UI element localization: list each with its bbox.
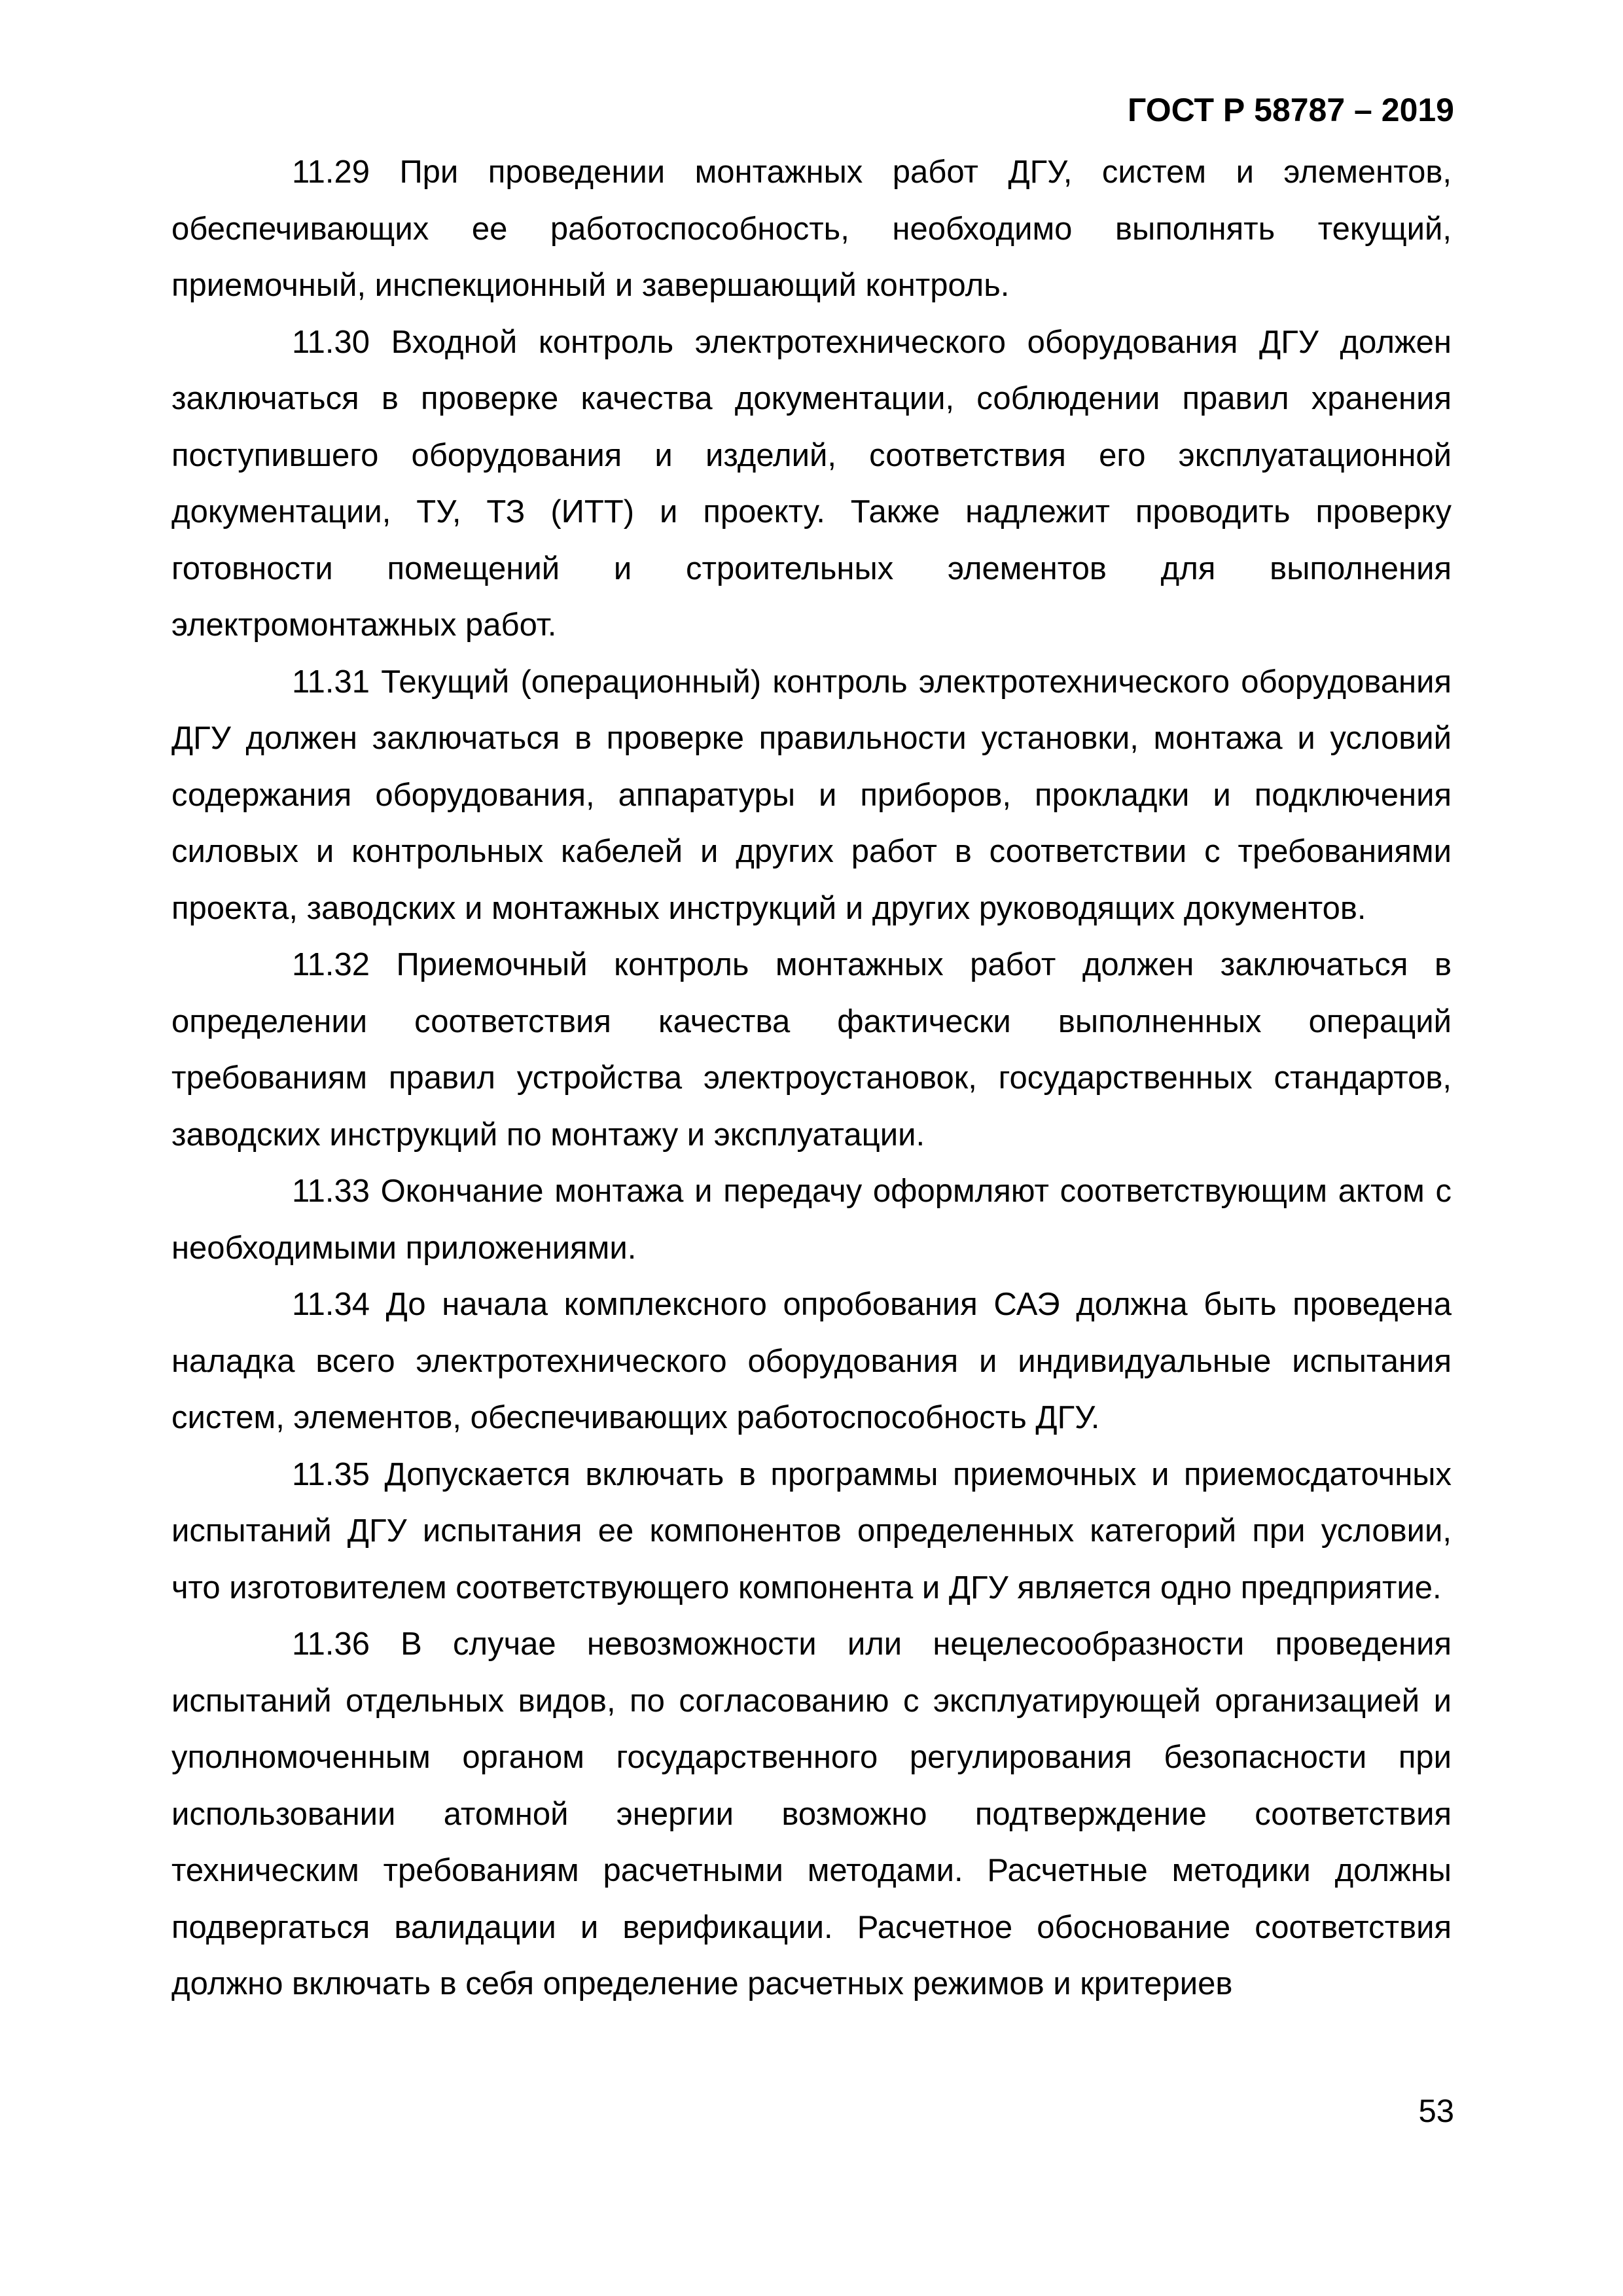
page-number: 53: [1418, 2094, 1454, 2129]
paragraph-11-35: 11.35 Допускается включать в программы приемочных и приемосдаточных испытаний ДГУ испытания ее компонентов определенных категорий при условии, что изготовителем соответствующего компонента и ДГУ является одно предприятие.: [171, 1456, 1452, 1605]
document-code-header: ГОСТ Р 58787 – 2019: [1128, 92, 1454, 128]
paragraph-11-31: 11.31 Текущий (операционный) контроль электротехнического оборудования ДГУ должен заключаться в проверке правильности установки, монтажа и условий содержания оборудования, аппаратуры и приборов, прокладки и подключения силовых и контрольных кабелей и других работ в соответствии с требованиями проекта, заводских и монтажных инструкций и других руководящих документов.: [171, 664, 1452, 926]
paragraph-11-30: 11.30 Входной контроль электротехнического оборудования ДГУ должен заключаться в проверке качества документации, соблюдении правил хранения поступившего оборудования и изделий, соответствия его эксплуатационной документации, ТУ, ТЗ (ИТТ) и проекту. Также надлежит проводить проверку готовности помещений и строительных элементов для выполнения электромонтажных работ.: [171, 324, 1452, 643]
paragraph-11-34: 11.34 До начала комплексного опробования САЭ должна быть проведена наладка всего электротехнического оборудования и индивидуальные испытания систем, элементов, обеспечивающих работоспособность ДГУ.: [171, 1287, 1452, 1435]
paragraph-11-29: 11.29 При проведении монтажных работ ДГУ, систем и элементов, обеспечивающих ее работоспособность, необходимо выполнять текущий, приемочный, инспекционный и завершающий контроль.: [171, 154, 1452, 303]
paragraph-11-32: 11.32 Приемочный контроль монтажных работ должен заключаться в определении соответствия качества фактически выполненных операций требованиям правил устройства электроустановок, государственных стандартов, заводских инструкций по монтажу и эксплуатации.: [171, 947, 1452, 1153]
paragraph-11-33: 11.33 Окончание монтажа и передачу оформляют соответствующим актом с необходимыми приложениями.: [171, 1174, 1452, 1266]
document-body: [171, 144, 1452, 2013]
paragraph-11-36: 11.36 В случае невозможности или нецелесообразности проведения испытаний отдельных видов, по согласованию с эксплуатирующей организацией и уполномоченным органом государственного регулирования безопасности при использовании атомной энергии возможно подтверждение соответствия техническим требованиям расчетными методами. Расчетные методики должны подвергаться валидации и верификации. Расчетное обоснование соответствия должно включать в себя определение расчетных режимов и критериев: [171, 1626, 1452, 2001]
